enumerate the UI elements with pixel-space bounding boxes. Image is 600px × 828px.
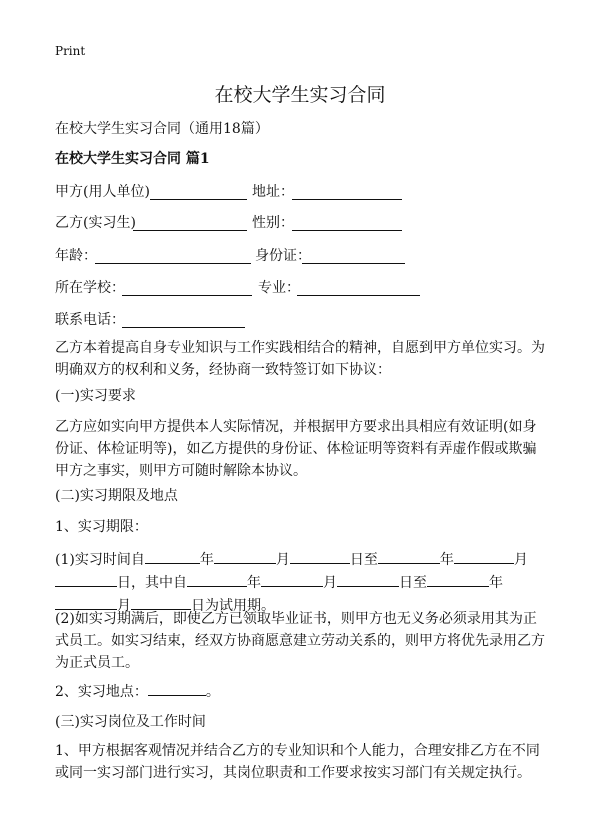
month-unit: 月 <box>323 575 337 591</box>
period-line-1 <box>55 548 528 570</box>
age-blank[interactable] <box>95 262 251 264</box>
end-day-blank[interactable] <box>55 571 117 587</box>
section-heading: 在校大学生实习合同 篇1 <box>55 151 210 167</box>
month-unit: 月 <box>117 598 131 614</box>
paragraph-2: (2)如实习期满后，即使乙方已领取毕业证书，则甲方也无义务必须录用其为正式员工。如实习结束，经双方协商愿意建立劳动关系的，则甲方将优先录用乙方为正式员工。 <box>55 611 545 671</box>
id-card-label: 身份证： <box>255 248 311 264</box>
document-subtitle: 在校大学生实习合同（通用18篇） <box>55 121 269 137</box>
party-a-label: 甲方(用人单位) <box>55 184 150 200</box>
section-1-title: (一)实习要求 <box>55 388 136 404</box>
location-line <box>55 680 220 702</box>
gender-label: 性别： <box>252 215 294 231</box>
end-year-blank[interactable] <box>378 548 440 564</box>
trial-start-month-blank[interactable] <box>261 571 323 587</box>
day-to-unit: 日至 <box>399 575 427 591</box>
party-a-blank[interactable] <box>150 198 247 200</box>
gender-blank[interactable] <box>292 229 402 231</box>
location-blank[interactable] <box>148 680 206 696</box>
major-label: 专业： <box>258 280 300 296</box>
period-line-2 <box>55 571 503 593</box>
section-2-title: (二)实习期限及地点 <box>55 488 178 504</box>
section-3-item-1: 1、甲方根据客观情况并结合乙方的专业知识和个人能力，合理安排乙方在不同或同一实习部门进行实习，其岗位职责和工作要求按实习部门有关规定执行。 <box>55 743 540 781</box>
year-unit: 年 <box>489 575 503 591</box>
section-1-body: 乙方应如实向甲方提供本人实际情况，并根据甲方要求出具相应有效证明(如身份证、体检证明等)，如乙方提供的身份证、体检证明等资料有弄虚作假或欺骗甲方之事实，则甲方可随时解除本协议。 <box>55 419 537 479</box>
party-b-label: 乙方(实习生) <box>55 215 136 231</box>
trial-start-day-blank[interactable] <box>337 571 399 587</box>
print-link[interactable]: Print <box>55 44 86 58</box>
month-unit: 月 <box>513 552 528 568</box>
location-end: 。 <box>205 684 220 700</box>
major-blank[interactable] <box>297 294 420 296</box>
trial-among-label: 日，其中自 <box>117 575 187 591</box>
document-title: 在校大学生实习合同 <box>214 84 386 106</box>
start-day-blank[interactable] <box>290 548 350 564</box>
trial-period-label: 日为试用期。 <box>191 598 275 614</box>
start-month-blank[interactable] <box>214 548 276 564</box>
section-3-title: (三)实习岗位及工作时间 <box>55 714 206 730</box>
trial-end-year-blank[interactable] <box>427 571 489 587</box>
end-month-blank[interactable] <box>454 548 514 564</box>
trial-start-year-blank[interactable] <box>187 571 247 587</box>
day-to-unit: 日至 <box>349 552 378 568</box>
year-unit: 年 <box>199 552 214 568</box>
address-label: 地址： <box>252 184 294 200</box>
location-label: 2、实习地点： <box>55 684 148 700</box>
month-unit: 月 <box>275 552 290 568</box>
year-unit: 年 <box>247 575 261 591</box>
school-label: 所在学校： <box>55 280 125 296</box>
period-start-label: (1)实习时间自 <box>55 552 145 568</box>
party-b-blank[interactable] <box>133 229 247 231</box>
year-unit: 年 <box>439 552 454 568</box>
id-card-blank[interactable] <box>302 262 405 264</box>
start-year-blank[interactable] <box>145 548 200 564</box>
item-1-title: 1、实习期限： <box>55 519 148 535</box>
phone-label: 联系电话： <box>55 312 125 328</box>
school-blank[interactable] <box>122 294 252 296</box>
address-blank[interactable] <box>292 198 402 200</box>
phone-blank[interactable] <box>122 326 245 328</box>
age-label: 年龄： <box>55 248 97 264</box>
intro-paragraph: 乙方本着提高自身专业知识与工作实践相结合的精神，自愿到甲方单位实习。为明确双方的权利和义务，经协商一致特签订如下协议： <box>55 340 545 378</box>
